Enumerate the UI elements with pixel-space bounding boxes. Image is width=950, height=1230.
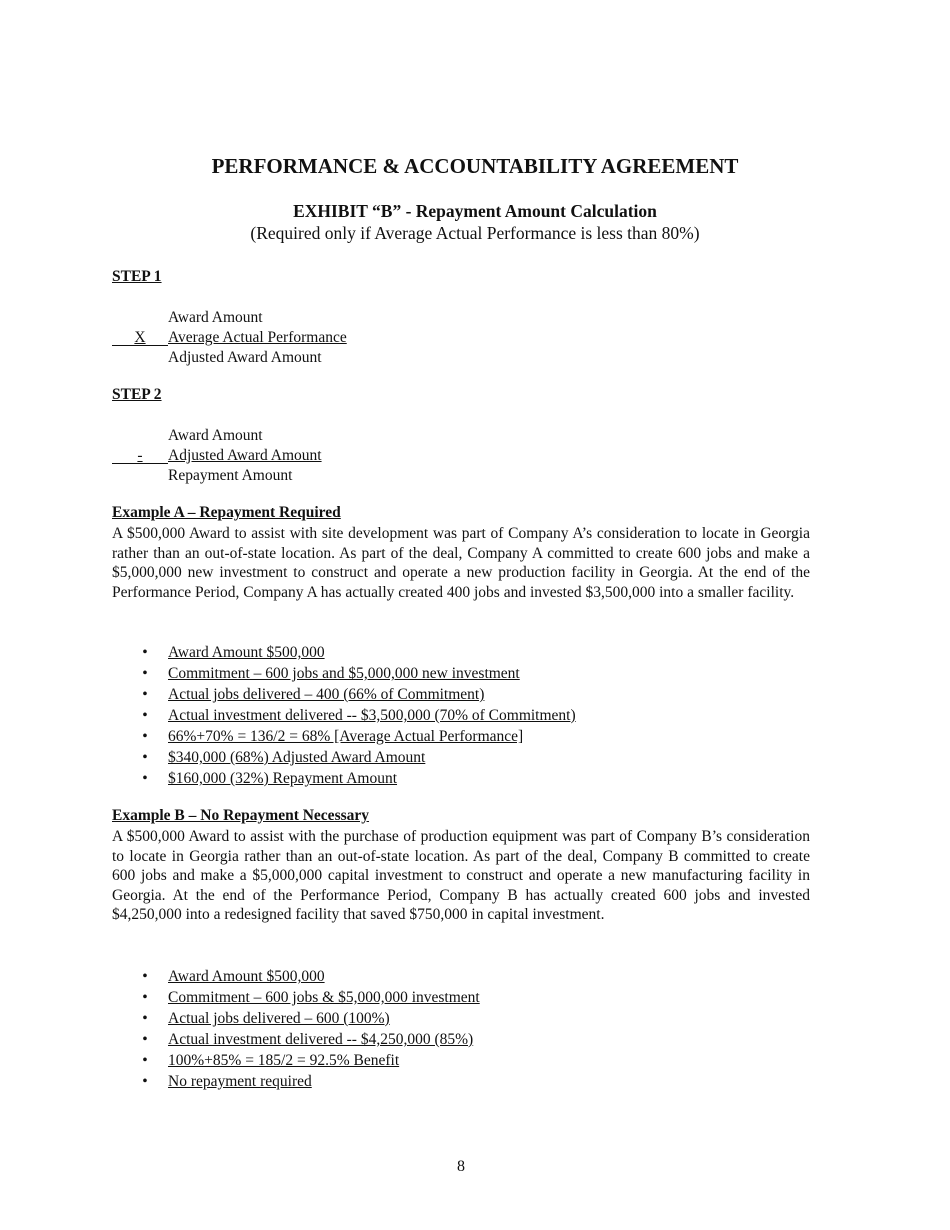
bullet-icon: • bbox=[142, 1052, 148, 1069]
calc-label: Adjusted Award Amount bbox=[168, 447, 322, 464]
bullet-icon: • bbox=[142, 989, 148, 1006]
page-number: 8 bbox=[457, 1158, 465, 1175]
document-title: PERFORMANCE & ACCOUNTABILITY AGREEMENT bbox=[211, 154, 739, 178]
list-item-text: Award Amount $500,000 bbox=[168, 968, 325, 985]
bullet-icon: • bbox=[142, 686, 148, 703]
bullet-icon: • bbox=[142, 1031, 148, 1048]
calc-label: Award Amount bbox=[168, 309, 263, 326]
example-a-heading: Example A – Repayment Required bbox=[112, 504, 341, 521]
calc-label: Adjusted Award Amount bbox=[168, 349, 322, 366]
bullet-icon: • bbox=[142, 749, 148, 766]
bullet-icon: • bbox=[142, 728, 148, 745]
example-b-heading: Example B – No Repayment Necessary bbox=[112, 807, 370, 824]
bullet-icon: • bbox=[142, 1010, 148, 1027]
bullet-icon: • bbox=[142, 968, 148, 985]
list-item-text: Actual investment delivered -- $4,250,000 (85%) bbox=[168, 1031, 474, 1048]
calc-operator: X bbox=[112, 328, 168, 348]
bullet-icon: • bbox=[142, 707, 148, 724]
bullet-icon: • bbox=[142, 1073, 148, 1090]
bullet-icon: • bbox=[142, 770, 148, 787]
list-item-text: No repayment required bbox=[168, 1073, 312, 1090]
step1-heading: STEP 1 bbox=[112, 268, 162, 285]
calc-label: Repayment Amount bbox=[168, 467, 293, 484]
example-b-paragraph: A $500,000 Award to assist with the purchase of production equipment was part of Company B’s consideration to locate in Georgia rather than an out-of-state location. As part of the deal, Company B committed to create 600 jobs and make a $5,000,000 capital investment to construct and operate a new manufacturing facility in Georgia. At the end of the Performance Period, Company B has actually created 600 jobs and invested $4,250,000 into a redesigned facility that saved $750,000 in capital investment. bbox=[112, 828, 810, 924]
list-item-text: Commitment – 600 jobs and $5,000,000 new investment bbox=[168, 665, 520, 682]
step2-heading: STEP 2 bbox=[112, 386, 162, 403]
list-item-text: Commitment – 600 jobs & $5,000,000 investment bbox=[168, 989, 480, 1006]
bullet-icon: • bbox=[142, 644, 148, 661]
calc-operator: - bbox=[112, 446, 168, 466]
calc-label: Average Actual Performance bbox=[168, 329, 347, 346]
list-item-text: Actual investment delivered -- $3,500,000 (70% of Commitment) bbox=[168, 707, 576, 724]
list-item-text: Actual jobs delivered – 600 (100%) bbox=[168, 1010, 390, 1027]
list-item-text: 100%+85% = 185/2 = 92.5% Benefit bbox=[168, 1052, 400, 1069]
list-item-text: $160,000 (32%) Repayment Amount bbox=[168, 770, 398, 787]
list-item-text: $340,000 (68%) Adjusted Award Amount bbox=[168, 749, 426, 766]
calc-label: Award Amount bbox=[168, 427, 263, 444]
list-item-text: Award Amount $500,000 bbox=[168, 644, 325, 661]
list-item-text: 66%+70% = 136/2 = 68% [Average Actual Performance] bbox=[168, 728, 524, 745]
example-a-paragraph: A $500,000 Award to assist with site development was part of Company A’s consideration to locate in Georgia rather than an out-of-state location. As part of the deal, Company A committed to create 600 jobs and make a $5,000,000 new investment to construct and operate a new production facility in Georgia. At the end of the Performance Period, Company A has actually created 400 jobs and invested $3,500,000 into a smaller facility. bbox=[112, 525, 810, 601]
exhibit-title: EXHIBIT “B” - Repayment Amount Calculation bbox=[293, 201, 657, 221]
bullet-icon: • bbox=[142, 665, 148, 682]
list-item-text: Actual jobs delivered – 400 (66% of Commitment) bbox=[168, 686, 485, 703]
exhibit-subtitle: (Required only if Average Actual Performance is less than 80%) bbox=[250, 223, 700, 243]
